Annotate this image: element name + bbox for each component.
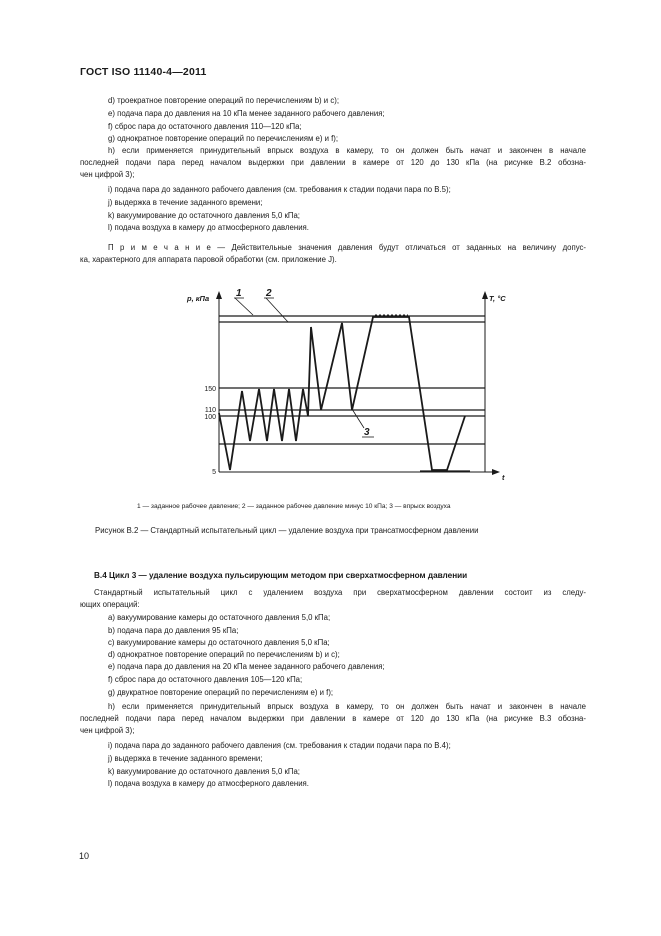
tick-label-5: 5 (212, 469, 216, 476)
section-item-k: k) вакуумирование до остаточного давления 5,0 кПа; (108, 767, 300, 776)
section-item-j: j) выдержка в течение заданного времени; (108, 754, 263, 763)
note-line1: П р и м е ч а н и е — Действительные значения давления будут отличаться от заданных на величину допус- (108, 243, 586, 252)
section-item-h-line1: h) если применяется принудительный впрыск воздуха в камеру, то он должен быть начат и закончен в начале (108, 702, 586, 711)
section-item-h-line2: последней подачи пара перед началом выдержки при давлении в камере от 120 до 130 кПа (на рисунке В.3 обозна- (80, 714, 586, 723)
list-item-e: e) подача пара до давления на 10 кПа менее заданного рабочего давления; (108, 109, 385, 118)
section-item-f: f) сброс пара до остаточного давления 105—120 кПа; (108, 675, 303, 684)
list-item-h-line2: последней подачи пара перед началом выдержки при давлении в камере от 120 до 130 кПа (на рисунке В.2 обозна- (80, 158, 586, 167)
section-intro-line2: ющих операций: (80, 600, 140, 609)
figure-caption: Рисунок В.2 — Стандартный испытательный цикл — удаление воздуха при трансатмосферном давлении (95, 526, 479, 535)
page-number: 10 (79, 851, 90, 861)
list-item-f: f) сброс пара до остаточного давления 110—120 кПа; (108, 122, 302, 131)
section-heading: В.4 Цикл 3 — удаление воздуха пульсирующим методом при сверхатмосферном давлении (94, 571, 468, 580)
callout-3-leader (352, 409, 364, 428)
section-item-g: g) двукратное повторение операций по перечислениям e) и f); (108, 688, 334, 697)
tick-label-100: 100 (204, 414, 216, 421)
x-axis-label: t (502, 473, 505, 482)
tick-label-110: 110 (204, 407, 216, 414)
pressure-trace (219, 317, 465, 470)
list-item-h-line1: h) если применяется принудительный впрыск воздуха в камеру, то он должен быть начат и закончен в начале (108, 146, 586, 155)
list-item-i: i) подача пара до заданного рабочего давления (см. требования к стадии подачи пара по В.5); (108, 185, 451, 194)
figure-legend: 1 — заданное рабочее давление; 2 — заданное рабочее давление минус 10 кПа; 3 — впрыск воздуха (137, 503, 451, 510)
document-header: ГОСТ ISO 11140-4—2011 (80, 66, 207, 78)
callout-1-leader (235, 298, 253, 315)
note-line2: ка, характерного для аппарата паровой обработки (см. приложение J). (80, 255, 337, 264)
list-item-k: k) вакуумирование до остаточного давления 5,0 кПа; (108, 211, 300, 220)
list-item-l: l) подача воздуха в камеру до атмосферного давления. (108, 223, 309, 232)
y-axis-left-label: p, кПа (187, 294, 210, 303)
callout-3: 3 (364, 427, 370, 438)
section-item-d: d) однократное повторение операций по перечислениям b) и c); (108, 650, 340, 659)
tick-label-150: 150 (204, 386, 216, 393)
list-item-j: j) выдержка в течение заданного времени; (108, 198, 263, 207)
section-item-b: b) подача пара до давления 95 кПа; (108, 626, 239, 635)
callout-1: 1 (236, 288, 242, 299)
y-axis-right-arrow (482, 291, 488, 299)
callout-2: 2 (266, 288, 272, 299)
callout-2-leader (266, 298, 288, 322)
section-item-a: a) вакуумирование камеры до остаточного давления 5,0 кПа; (108, 613, 331, 622)
y-axis-left-arrow (216, 291, 222, 299)
y-axis-right-label: T, °C (489, 294, 506, 303)
section-item-i: i) подача пара до заданного рабочего давления (см. требования к стадии подачи пара по В.4); (108, 741, 451, 750)
list-item-h-line3: чен цифрой 3); (80, 170, 135, 179)
section-item-e: e) подача пара до давления на 20 кПа менее заданного рабочего давления; (108, 662, 385, 671)
section-intro-line1: Стандартный испытательный цикл с удалением воздуха при сверхатмосферном давлении состоит из следу- (94, 588, 586, 597)
section-item-l: l) подача воздуха в камеру до атмосферного давления. (108, 779, 309, 788)
list-item-g: g) однократное повторение операций по перечислениям e) и f); (108, 134, 339, 143)
x-axis-arrow (492, 469, 500, 475)
section-item-h-line3: чен цифрой 3); (80, 726, 135, 735)
section-item-c: c) вакуумирование камеры до остаточного давления 5,0 кПа; (108, 638, 330, 647)
list-item-d: d) троекратное повторение операций по перечислениям b) и c); (108, 96, 339, 105)
pressure-cycle-figure (180, 285, 520, 482)
